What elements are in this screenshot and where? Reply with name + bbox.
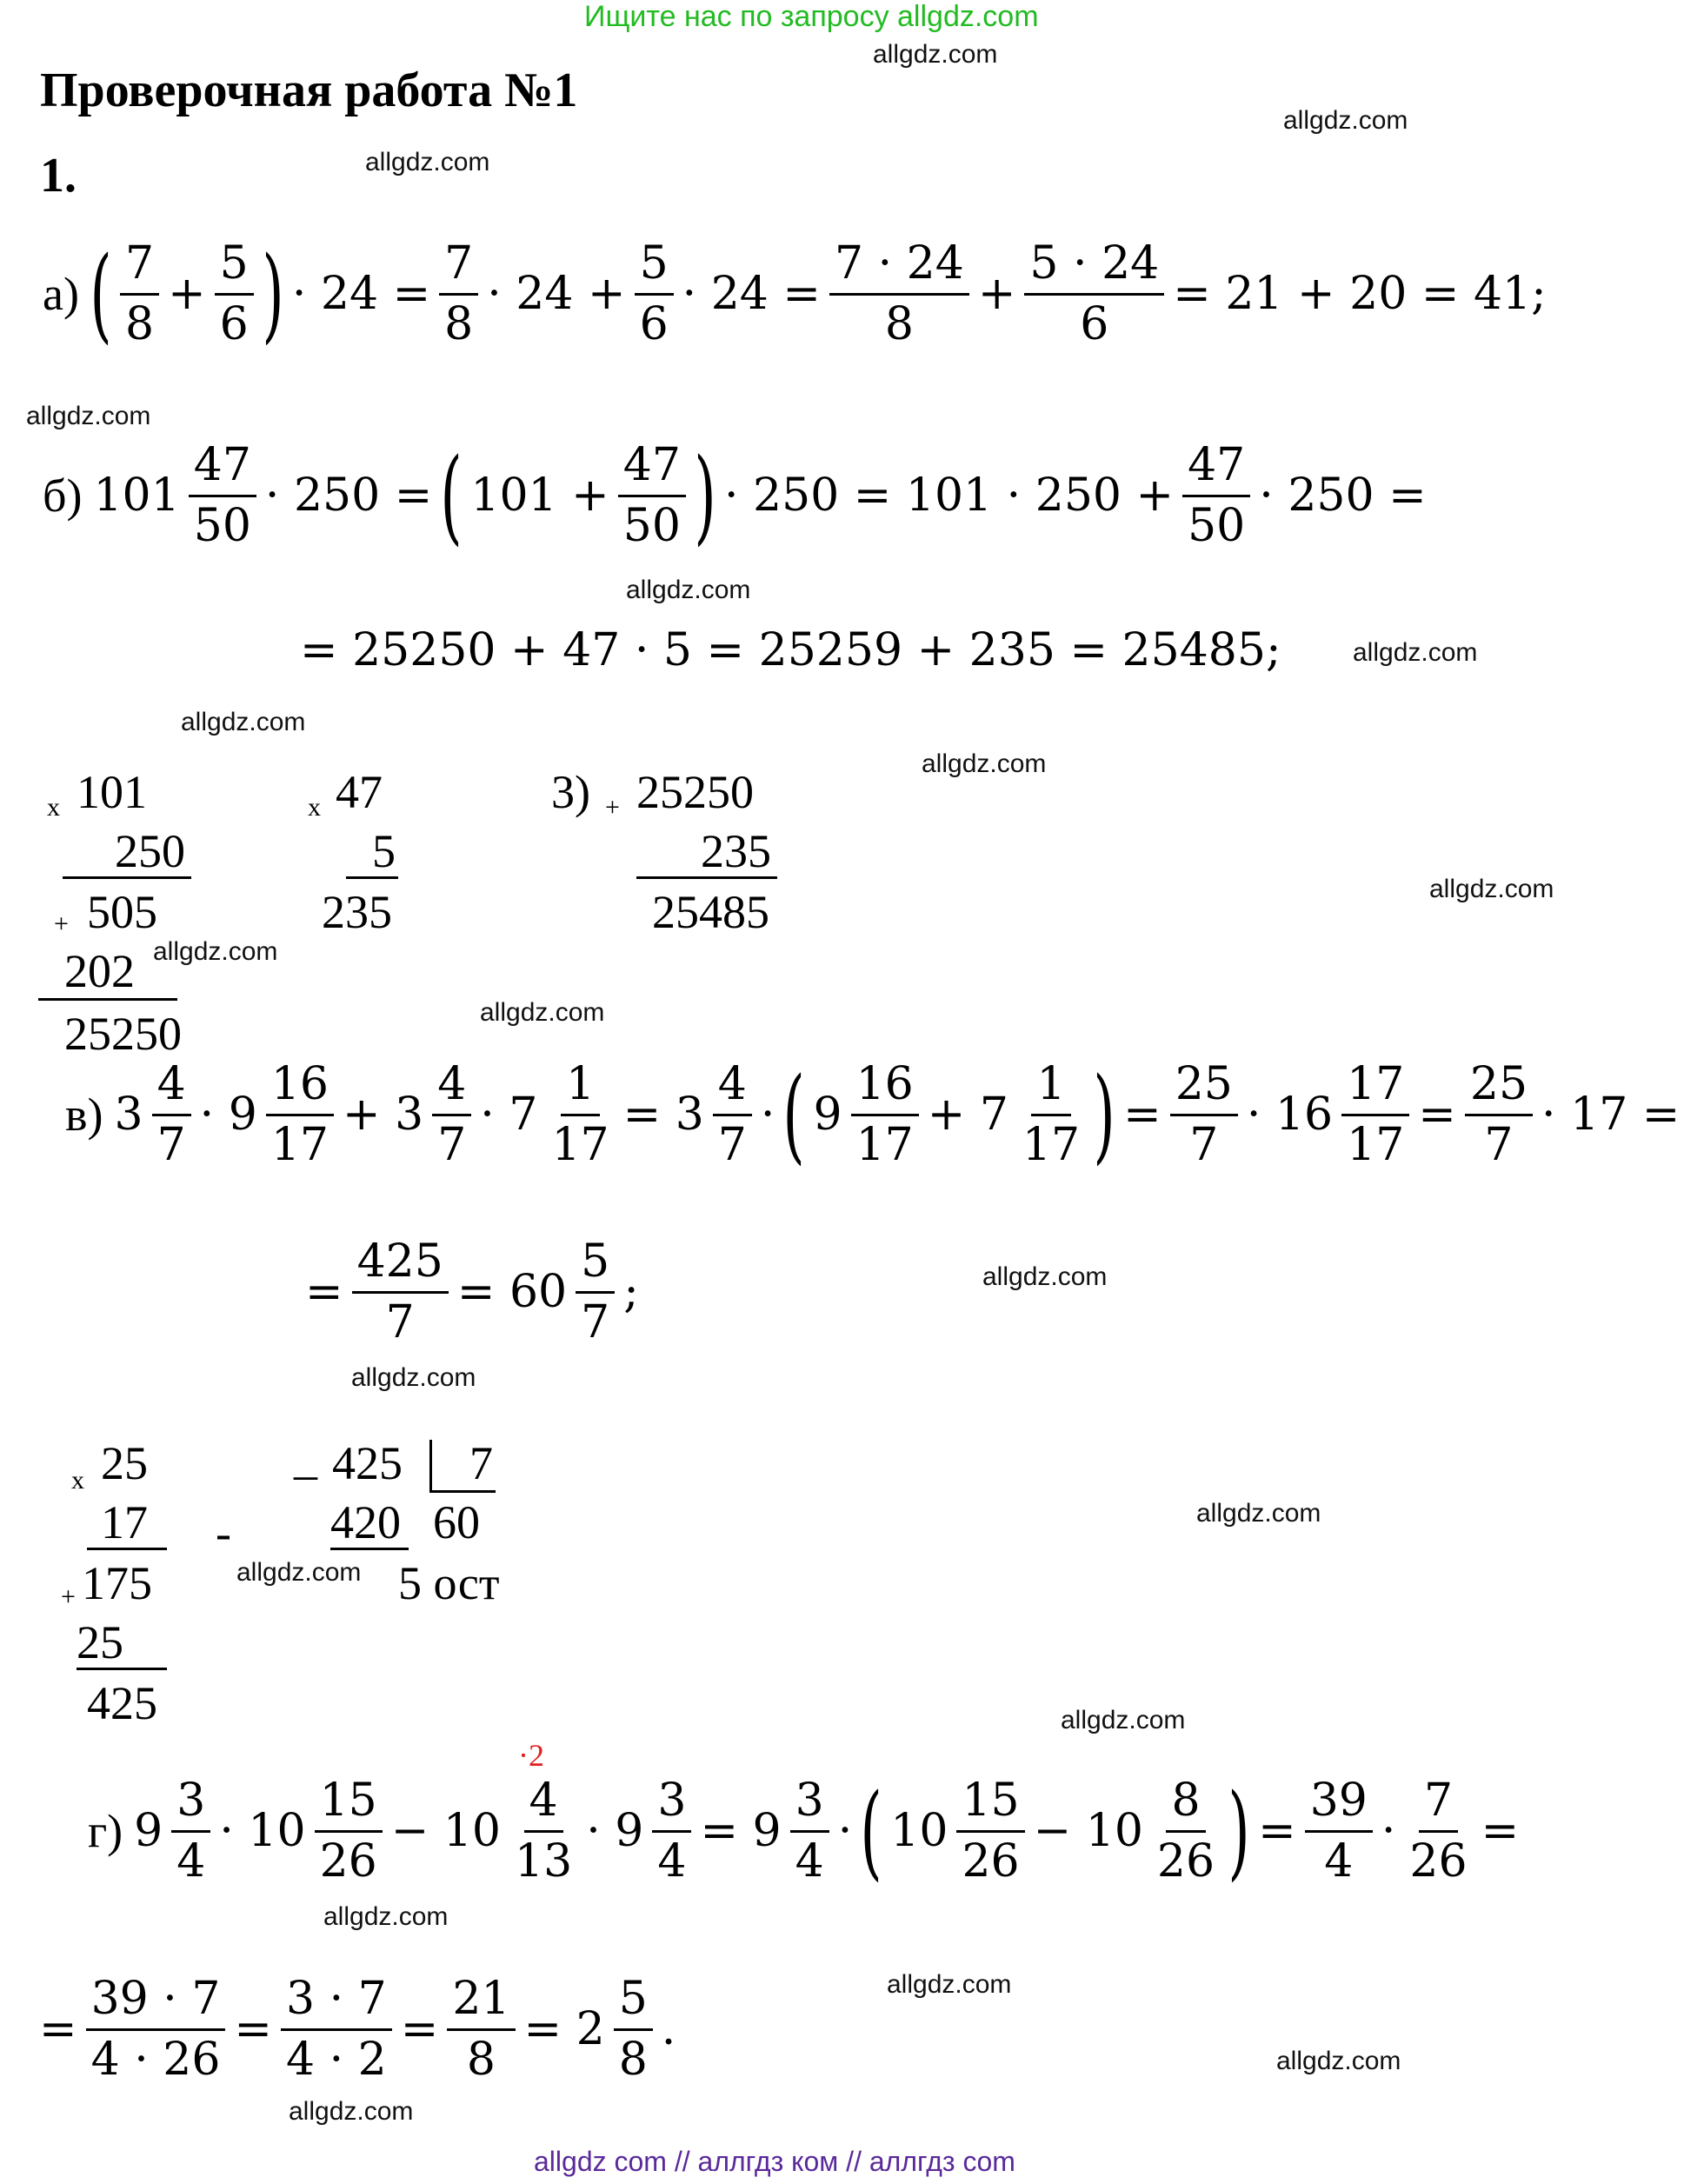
equation-v-line2 <box>301 1235 643 1348</box>
expression-text: − 10 <box>1033 1805 1143 1858</box>
column-result: 425 <box>87 1677 157 1729</box>
column-rule <box>636 876 777 879</box>
column-rule <box>63 876 191 879</box>
divisor-rule <box>429 1490 496 1493</box>
fraction: 4 7 <box>432 1061 471 1169</box>
operator: + <box>168 268 206 321</box>
fraction: $\frac{7}{26}$ <box>1409 1774 1468 1888</box>
column-number: 25 <box>77 1616 123 1668</box>
column-rule <box>77 1668 167 1670</box>
column-rule <box>38 998 177 1001</box>
equation-b-line2 <box>296 624 1286 676</box>
watermark: allgdz.com <box>26 402 151 430</box>
watermark: allgdz.com <box>1061 1706 1186 1735</box>
footer-links[interactable]: allgdz com // аллгдз ком // аллгдз com <box>534 2146 1015 2177</box>
equation-b <box>38 436 1431 556</box>
equation-v <box>61 1055 1684 1175</box>
column-number: 5 <box>372 825 396 877</box>
multiply-sign: х <box>308 793 321 822</box>
right-paren: ) <box>1093 1055 1115 1175</box>
multiply-sign: х <box>47 793 60 822</box>
watermark: allgdz.com <box>922 749 1047 778</box>
plus-sign: + <box>605 793 620 822</box>
expression-text: + 7 <box>927 1089 1008 1142</box>
expression-text: · 9 <box>199 1089 257 1142</box>
fraction: 47 50 <box>189 442 256 549</box>
fraction: 8 26 <box>1156 1774 1215 1888</box>
fraction: 5 7 <box>576 1238 615 1346</box>
right-paren: ) <box>694 436 716 556</box>
fraction: 3 4 <box>171 1777 210 1885</box>
operator: = <box>1418 1089 1456 1142</box>
watermark: allgdz.com <box>626 576 751 604</box>
fraction: $\frac{21}{8}$ <box>447 1975 515 2083</box>
whole-number: 3 <box>114 1089 143 1142</box>
equation-a <box>38 234 1551 355</box>
fraction: $\frac{25}{7}$ <box>1170 1061 1238 1169</box>
column-rule <box>330 1548 409 1550</box>
left-paren: ( <box>90 234 112 355</box>
fraction: $\frac{7 \cdot 24}{8}$ <box>829 240 969 348</box>
expression-text: · 250 = <box>1259 469 1427 523</box>
watermark: allgdz.com <box>480 998 605 1027</box>
fraction: 4 13 <box>515 1774 573 1888</box>
expression-text: · 24 = <box>291 268 431 321</box>
operator: · <box>1381 1805 1396 1858</box>
column-result: 25485 <box>652 886 769 938</box>
left-paren: ( <box>860 1771 882 1892</box>
fraction: $\frac{3}{4}$ <box>652 1777 691 1885</box>
expression-text: + 3 <box>343 1089 424 1142</box>
right-paren: ) <box>1228 1771 1250 1892</box>
expression-text: · 250 = <box>264 469 433 523</box>
fraction: $\frac{5}{6}$ <box>215 240 254 348</box>
column-number: 25250 <box>636 766 754 818</box>
top-banner[interactable]: Ищите нас по запросу allgdz.com <box>584 0 1039 33</box>
label-g: г) <box>88 1805 123 1858</box>
expression-text: 101 + <box>470 469 609 523</box>
operator: = <box>1481 1805 1520 1858</box>
column-number: 25 <box>101 1437 148 1489</box>
operator: · <box>837 1805 853 1858</box>
fraction: 16 17 <box>851 1061 919 1169</box>
operator: = <box>39 2003 77 2056</box>
fraction: $\frac{5 \cdot 24}{6}$ <box>1024 240 1164 348</box>
fraction: 15 26 <box>315 1777 383 1885</box>
watermark: allgdz.com <box>181 708 306 736</box>
expression-text: − 10 <box>390 1805 502 1858</box>
fraction: $\frac{39}{4}$ <box>1305 1777 1373 1885</box>
minus-sign: _ <box>294 1432 317 1484</box>
watermark: allgdz.com <box>351 1363 476 1392</box>
watermark: allgdz.com <box>365 148 490 176</box>
fraction: 3 4 <box>790 1777 829 1885</box>
column-number: 47 <box>336 766 383 818</box>
fraction: $\frac{47}{50}$ <box>1182 442 1250 549</box>
watermark: allgdz.com <box>323 1902 449 1931</box>
fraction: $\frac{3 \cdot 7}{4 \cdot 2}$ <box>281 1975 392 2083</box>
dividend: 425 <box>332 1437 403 1489</box>
page-title: Проверочная работа №1 <box>40 63 578 117</box>
expression-text: · 24 = <box>682 268 821 321</box>
left-paren: ( <box>440 436 463 556</box>
expression-text: = 2 <box>523 2003 605 2056</box>
result-text: = 21 + 20 = 41; <box>1173 268 1547 321</box>
fraction: $\frac{425}{7}$ <box>352 1238 449 1346</box>
minus-sign: - <box>216 1507 231 1559</box>
multiplier-note: ·2 <box>518 1738 544 1773</box>
column-number: 505 <box>87 886 157 938</box>
column-number: 235 <box>701 825 771 877</box>
quotient: 60 <box>433 1496 480 1548</box>
expression-text: · 16 <box>1246 1089 1334 1142</box>
divisor: 7 <box>469 1437 493 1489</box>
fraction: $\frac{1}{17}$ <box>551 1058 609 1171</box>
fraction: $\frac{7}{8}$ <box>439 240 478 348</box>
fraction: $\frac{5}{6}$ <box>635 240 674 348</box>
fraction: 4 7 <box>152 1061 191 1169</box>
column-number: 101 <box>77 766 147 818</box>
subtrahend: 420 <box>330 1496 401 1548</box>
expression-text: · 10 <box>219 1805 306 1858</box>
plus-sign: + <box>54 909 69 938</box>
fraction: 15 26 <box>956 1777 1024 1885</box>
operator: = <box>1123 1089 1161 1142</box>
watermark: allgdz.com <box>1276 2047 1401 2075</box>
division-bar <box>429 1440 432 1490</box>
operator: . <box>661 2003 676 2056</box>
watermark: allgdz.com <box>873 40 998 69</box>
expression-text: · 7 <box>480 1089 538 1142</box>
watermark: allgdz.com <box>1196 1499 1321 1528</box>
expression-text: · 24 + <box>487 268 626 321</box>
whole-number: 9 <box>813 1089 842 1142</box>
fraction: 5 8 <box>614 1975 653 2083</box>
watermark: allgdz.com <box>1283 106 1408 135</box>
label-b: б) <box>43 469 83 523</box>
fraction: $\frac{17}{17}$ <box>1341 1061 1409 1169</box>
plus-sign: + <box>61 1582 76 1611</box>
multiply-sign: х <box>71 1466 84 1495</box>
expression-text: = 3 <box>622 1089 704 1142</box>
operator: = <box>400 2003 439 2056</box>
operator: ; <box>623 1266 639 1319</box>
step-label: 3) <box>551 766 590 818</box>
column-result: 235 <box>322 886 392 938</box>
column-result: 25250 <box>64 1008 182 1060</box>
task-number: 1. <box>40 149 77 203</box>
column-rule <box>87 1548 167 1550</box>
whole-number: 9 <box>134 1805 163 1858</box>
expression-text: = 25250 + 47 · 5 = 25259 + 235 = 25485; <box>300 624 1281 676</box>
watermark: allgdz.com <box>1353 638 1478 667</box>
fraction: 7 8 <box>120 240 159 348</box>
fraction: 4 7 <box>713 1061 752 1169</box>
label-a: а) <box>43 268 79 321</box>
watermark: allgdz.com <box>982 1262 1108 1291</box>
fraction: 16 17 <box>266 1061 334 1169</box>
operator: = <box>1258 1805 1296 1858</box>
fraction: $\frac{25}{7}$ <box>1465 1061 1533 1169</box>
expression-text: · 250 = 101 · 250 + <box>723 469 1175 523</box>
watermark: allgdz.com <box>289 2097 414 2126</box>
watermark: allgdz.com <box>887 1970 1012 1999</box>
expression-text: · 17 = <box>1541 1089 1681 1142</box>
left-paren: ( <box>782 1055 806 1175</box>
expression-text: = 9 <box>700 1805 782 1858</box>
equation-g-line2 <box>35 1973 680 2086</box>
expression-text: = 60 <box>456 1266 568 1319</box>
equation-g <box>83 1771 1523 1892</box>
watermark: allgdz.com <box>1429 875 1554 903</box>
column-number: 250 <box>115 825 185 877</box>
whole-number: 10 <box>890 1805 948 1858</box>
operator: = <box>305 1266 343 1319</box>
remainder: 5 ост <box>398 1557 500 1609</box>
label-v: в) <box>65 1089 103 1142</box>
column-number: 202 <box>64 945 135 997</box>
operator: · <box>760 1089 775 1142</box>
column-number: 175 <box>82 1557 152 1609</box>
fraction: $\frac{47}{50}$ <box>618 442 686 549</box>
right-paren: ) <box>262 234 284 355</box>
operator: + <box>977 268 1016 321</box>
fraction: 1 17 <box>1022 1058 1081 1171</box>
watermark: allgdz.com <box>153 937 278 966</box>
column-number: 17 <box>101 1496 148 1548</box>
column-rule <box>346 876 398 879</box>
operator: = <box>234 2003 272 2056</box>
watermark: allgdz.com <box>236 1558 362 1587</box>
fraction: $\frac{39 \cdot 7}{4 \cdot 26}$ <box>86 1975 226 2083</box>
expression-text: · 9 <box>586 1805 644 1858</box>
whole-number: 101 <box>93 469 180 523</box>
